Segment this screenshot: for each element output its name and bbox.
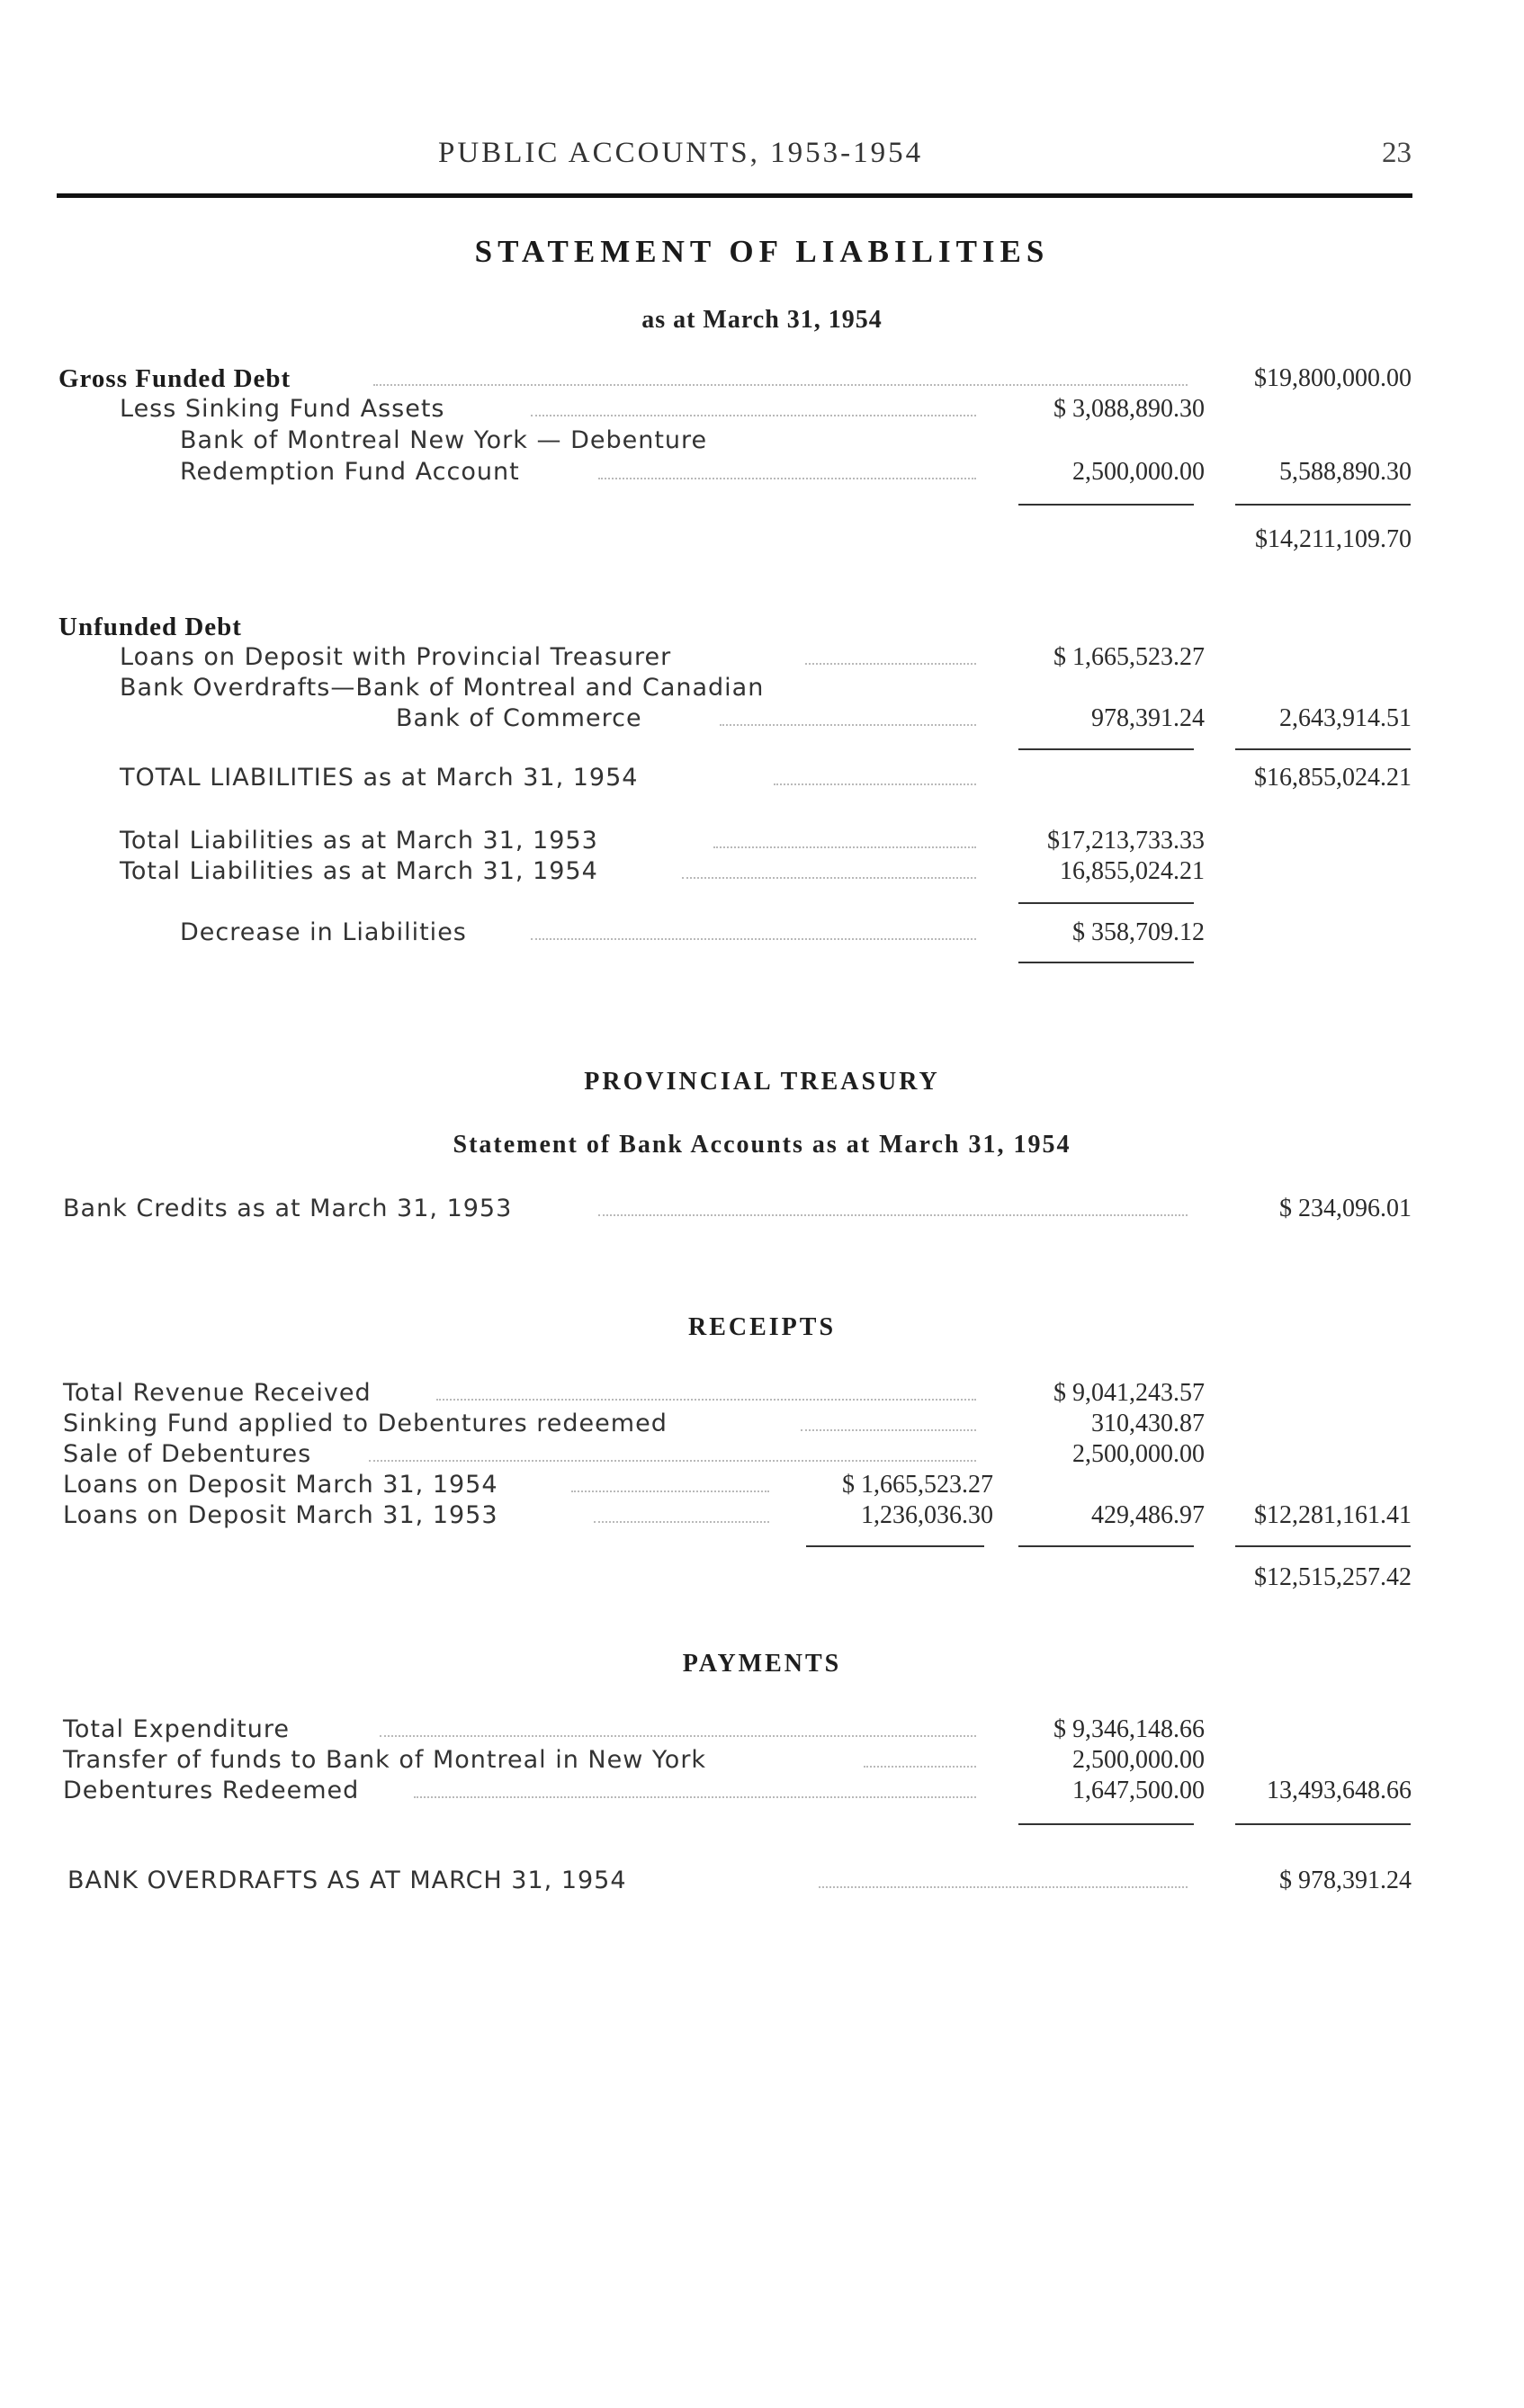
bank-credits-row [0,1193,1524,1225]
sinking-applied-amount: 310,430.87 [1091,1410,1205,1437]
leader-dots [594,1521,769,1523]
funded-debt-heading: Gross Funded Debt [58,364,291,393]
debentures-sale-amount: 2,500,000.00 [1072,1440,1205,1468]
loans-net-amount: 429,486.97 [1091,1501,1205,1529]
revenue-amount: $ 9,041,243.57 [1053,1379,1205,1407]
debentures-redeemed-row [0,1775,1524,1807]
statement-title: STATEMENT OF LIABILITIES [474,234,1050,269]
total-liabilities-row [0,762,1524,794]
transfer-amount: 2,500,000.00 [1072,1746,1205,1774]
leader-dots [801,1429,976,1431]
rule [1235,1823,1411,1825]
revenue-label: Total Revenue Received [63,1379,372,1407]
loans-deposit-label: Loans on Deposit with Provincial Treasurer [120,643,672,671]
leader-dots [864,1766,976,1768]
overdraft-row [0,1865,1524,1897]
loans-deposit-row [0,641,1524,674]
funded-debt-amount: $19,800,000.00 [1254,364,1412,392]
leader-dots [380,1735,976,1737]
total-liabilities-amount: $16,855,024.21 [1254,764,1412,792]
treasury-title: PROVINCIAL TREASURY [584,1068,940,1096]
rule [1235,1545,1411,1547]
leader-dots [774,783,976,785]
debentures-redeemed-amount: 1,647,500.00 [1072,1777,1205,1804]
rule [1018,1823,1194,1825]
sinking-applied-row [0,1408,1524,1440]
liabilities-1954-amount: 16,855,024.21 [1060,857,1205,885]
bank-montreal-row [0,425,1524,457]
statement-date: as at March 31, 1954 [641,306,883,334]
liabilities-1954-row [0,855,1524,888]
liabilities-1953-row [0,825,1524,857]
rule [806,1545,984,1547]
rule [1018,962,1194,963]
debentures-sale-row [0,1438,1524,1471]
redemption-fund-label: Redemption Fund Account [180,458,520,486]
debentures-redeemed-label: Debentures Redeemed [63,1777,360,1804]
rule [1018,902,1194,904]
bank-credits-label: Bank Credits as at March 31, 1953 [63,1195,513,1222]
decrease-row [0,917,1524,949]
bank-montreal-label: Bank of Montreal New York — Debenture [180,426,708,454]
leader-dots [414,1796,976,1798]
leader-dots [598,1214,1188,1216]
overdrafts-row [0,672,1524,704]
receipts-total: $12,281,161.41 [1254,1501,1412,1529]
unfunded-heading: Unfunded Debt [58,613,242,641]
funded-debt-row [0,363,1524,395]
loans-1953-amount: 1,236,036.30 [861,1501,993,1529]
leader-dots [571,1490,769,1492]
leader-dots [720,724,976,726]
liabilities-1953-label: Total Liabilities as at March 31, 1953 [120,827,598,855]
overdrafts-label: Bank Overdrafts—Bank of Montreal and Canadian [120,674,765,702]
liabilities-1954-label: Total Liabilities as at March 31, 1954 [120,857,598,885]
leader-dots [598,478,976,479]
deduction-total: 5,588,890.30 [1279,458,1412,486]
payments-heading: PAYMENTS [682,1650,842,1678]
transfer-row [0,1744,1524,1777]
overdraft-label: BANK OVERDRAFTS AS AT MARCH 31, 1954 [67,1866,627,1894]
leader-dots [436,1399,976,1401]
rule [1018,1545,1194,1547]
expenditure-amount: $ 9,346,148.66 [1053,1715,1205,1743]
loans-deposit-amount: $ 1,665,523.27 [1053,643,1205,671]
leader-dots [531,938,976,940]
sinking-fund-label: Less Sinking Fund Assets [120,395,445,423]
rule [1235,748,1411,750]
loans-1954-row [0,1469,1524,1501]
sinking-fund-amount: $ 3,088,890.30 [1053,395,1205,423]
leader-dots [373,384,1188,386]
expenditure-label: Total Expenditure [63,1715,290,1743]
total-liabilities-label: TOTAL LIABILITIES as at March 31, 1954 [120,764,639,792]
overdraft-amount: $ 978,391.24 [1279,1866,1412,1894]
sinking-applied-label: Sinking Fund applied to Debentures redeemed [63,1410,668,1437]
sinking-fund-row [0,393,1524,425]
net-funded-row [0,524,1524,556]
grand-total-row [0,1562,1524,1594]
header-rule [57,193,1412,198]
page-number: 23 [1382,137,1412,169]
receipts-heading: RECEIPTS [687,1313,837,1341]
payments-total: 13,493,648.66 [1267,1777,1412,1804]
running-header [0,137,1524,176]
debentures-sale-label: Sale of Debentures [63,1440,312,1468]
unfunded-heading-row [0,611,1524,643]
treasury-subtitle: Statement of Bank Accounts as at March 31, 1954 [453,1131,1071,1159]
decrease-amount: $ 358,709.12 [1072,918,1205,946]
bank-credits-amount: $ 234,096.01 [1279,1195,1412,1222]
net-funded-amount: $14,211,109.70 [1255,525,1412,553]
loans-1953-label: Loans on Deposit March 31, 1953 [63,1501,498,1529]
decrease-label: Decrease in Liabilities [180,918,467,946]
leader-dots [531,415,976,416]
leader-dots [819,1886,1188,1888]
redemption-fund-amount: 2,500,000.00 [1072,458,1205,486]
rule [1018,504,1194,506]
running-title: PUBLIC ACCOUNTS, 1953-1954 [438,137,924,169]
leader-dots [682,877,976,879]
bank-commerce-label: Bank of Commerce [396,704,642,732]
loans-1953-row [0,1499,1524,1532]
expenditure-row [0,1714,1524,1746]
leader-dots [805,663,976,665]
leader-dots [713,846,976,848]
bank-commerce-row [0,703,1524,735]
grand-total-amount: $12,515,257.42 [1254,1563,1412,1591]
revenue-row [0,1377,1524,1410]
transfer-label: Transfer of funds to Bank of Montreal in New York [63,1746,707,1774]
liabilities-1953-amount: $17,213,733.33 [1047,827,1205,855]
redemption-fund-row [0,456,1524,488]
unfunded-total: 2,643,914.51 [1279,704,1412,732]
loans-1954-amount: $ 1,665,523.27 [842,1471,993,1499]
leader-dots [369,1460,976,1462]
overdrafts-amount: 978,391.24 [1091,704,1205,732]
loans-1954-label: Loans on Deposit March 31, 1954 [63,1471,498,1499]
rule [1018,748,1194,750]
rule [1235,504,1411,506]
